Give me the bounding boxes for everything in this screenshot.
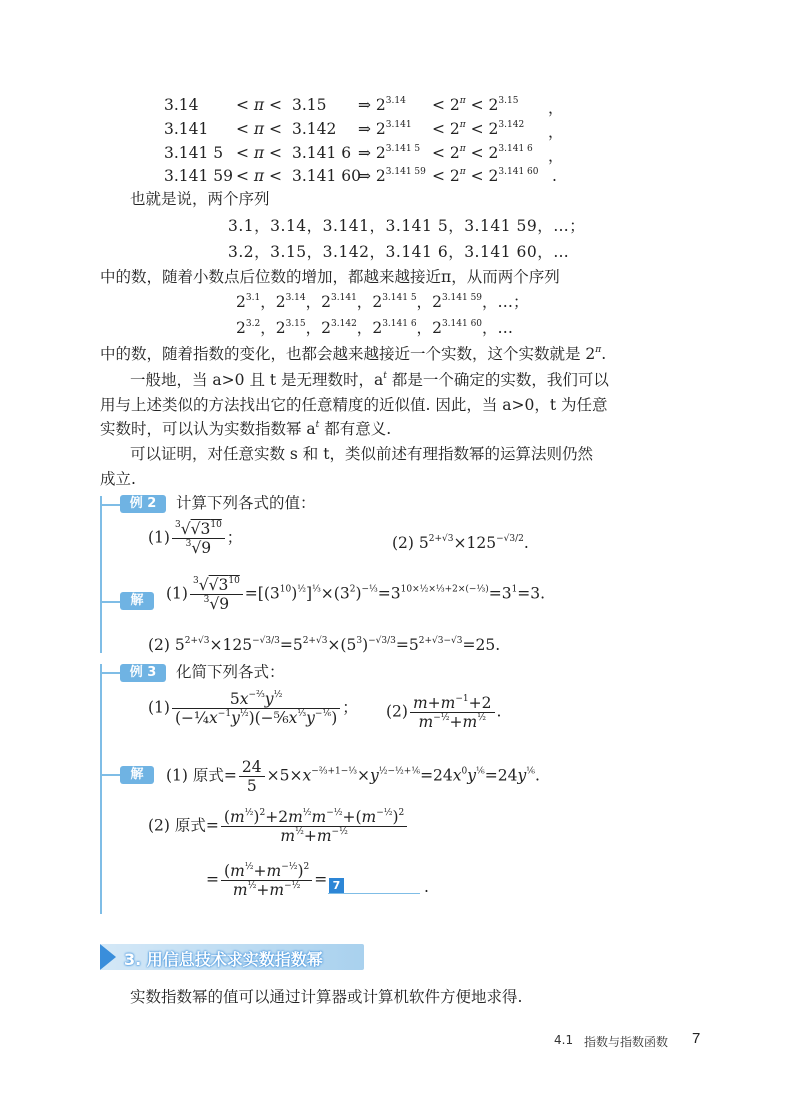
power-term: $2^{3.142}$， (321, 319, 373, 337)
example3-part1: (1) $\frac{5x^{-\frac{2}{3}}y^{\frac{1}{2}}}{(-\frac{1}{4}x^{-1}y^{\frac{1}{2}})(-\frac{5}{6}x^{\frac{1}{3}}y^{-\frac{1}{6}})}$ ； (148, 690, 358, 727)
section-title: 3. 用信息技术求实数指数幂 (124, 950, 323, 969)
example2-tick (100, 504, 120, 506)
power-term: $2^{3.141 60}$， (432, 319, 498, 337)
solution3-part2: (2) 原式= $\frac{(m^{\frac{1}{2}})^2+2m^{\frac{1}{2}}m^{-\frac{1}{2}}+(m^{-\frac{1}{2}})^2}{m^{\frac{1}{2}}+m^{-\frac{1}{2}}}$ (148, 808, 409, 845)
power-term: $2^{3.15}$， (275, 319, 322, 337)
solution2-part2: (2) $5^{2+√3}\times 125^{-√3/3}=5^{2+√3}\times(5^3)^{-√3/3}=5^{2+√3-√3}=25$. (148, 636, 501, 654)
comparison-pi: < π < (236, 167, 283, 185)
comparison-exp-high: < $2^\pi < 2^{3.141 6}$ (432, 144, 533, 162)
comparison-low: 3.141 (164, 120, 209, 138)
example3-tick (100, 672, 120, 674)
example2-tag: 例 2 (120, 495, 166, 513)
sequence-lower: 3.1，3.14，3.141，3.141 5，3.141 59，…； (228, 217, 586, 235)
power-term: $2^{3.141 6}$， (372, 319, 433, 337)
comparison-low: 3.141 59 (164, 167, 234, 185)
comparison-exp-low: ⇒ $2^{3.14}$ (358, 96, 406, 114)
example2-part2: (2) $5^{2+√3}\times 125^{-√3/2}$. (392, 534, 529, 552)
comparison-pi: < π < (236, 144, 283, 162)
footer-section-number: 4.1 (554, 1033, 574, 1047)
approach-pi-text: 中的数，随着小数点后位数的增加，都越来越接近π，从而两个序列 (100, 268, 560, 286)
general-text-3: 实数时，可以认为实数指数幂 $a^t$ 都有意义. (100, 420, 392, 438)
comparison-exp-high: < $2^\pi < 2^{3.15}$ (432, 96, 519, 114)
blank-period: . (424, 878, 429, 896)
comparison-low: 3.14 (164, 96, 199, 114)
footer-title: 指数与指数函数 (584, 1035, 669, 1049)
comparison-high: 3.141 6 (292, 144, 352, 162)
comparison-exp-low: ⇒ $2^{3.141 59}$ (358, 167, 426, 185)
comparison-high: 3.141 60 (292, 167, 362, 185)
power-term: $2^{3.141 59}$， (432, 293, 498, 311)
comparison-end: ， (548, 99, 564, 117)
comparison-exp-high: < $2^\pi < 2^{3.141 60}$ (432, 167, 539, 185)
prove-text-1: 可以证明，对任意实数 s 和 t，类似前述有理指数幂的运算法则仍然 (130, 445, 593, 463)
comparison-end: ， (548, 147, 564, 165)
power-term: $2^{3.14}$， (275, 293, 322, 311)
sequence-upper: 3.2，3.15，3.142，3.141 6，3.141 60，… (228, 243, 570, 261)
power-term: $2^{3.141 5}$， (372, 293, 433, 311)
power-term: $2^{3.141}$， (321, 293, 373, 311)
power-term: $2^{3.2}$， (236, 319, 276, 337)
power-sequence-upper: $2^{3.2}$，$2^{3.15}$，$2^{3.142}$，$2^{3.141 6}$，$2^{3.141 60}$，… (236, 319, 514, 337)
solution2-tag: 解 (120, 592, 154, 610)
solution3-part2-cont: = $\frac{(m^{\frac{1}{2}}+m^{-\frac{1}{2}})^2}{m^{\frac{1}{2}}+m^{-\frac{1}{2}}}$ = (206, 862, 328, 899)
section-arrow-icon (100, 944, 116, 970)
comparison-high: 3.142 (292, 120, 337, 138)
solution2-tick (100, 601, 120, 603)
solution2-part1: (1) $\frac{^3√√3^{10}}{^3√9}$ $=[(3^{10})^{\frac{1}{2}}]^{\frac{1}{3}}\times(3^2)^{-\frac{1}{3}}=3^{10\times\frac{1}{2}\times\frac{1}{3}+2\times(-\frac{1}{3})}=3^1=3$. (166, 576, 546, 613)
comparison-exp-low: ⇒ $2^{3.141}$ (358, 120, 412, 138)
page-number: 7 (692, 1030, 701, 1047)
general-text-2: 用与上述类似的方法找出它的任意精度的近似值. 因此，当 a>0，t 为任意 (100, 396, 608, 414)
solution3-part1: (1) 原式= $\frac{24}{5}$ $\times 5\times x^{-\frac{2}{3}+1-\frac{1}{3}}\times y^{\frac{1}{2}-\frac{1}{2}+\frac{1}{6}}=24x^0y^{\frac{1}{6}}=24y^{\frac{1}{6}}$. (166, 758, 540, 795)
comparison-end: . (552, 167, 557, 185)
example2-title: 计算下列各式的值： (176, 494, 316, 512)
comparison-exp-high: < $2^\pi < 2^{3.142}$ (432, 120, 525, 138)
solution3-tag: 解 (120, 766, 154, 784)
example3-title: 化简下列各式： (176, 663, 285, 681)
example2-guide-line (100, 496, 102, 653)
example2-part1: (1) $\frac{^3√√3^{10}}{^3√9}$ ； (148, 520, 243, 557)
intro-sequences: 也就是说，两个序列 (130, 190, 270, 208)
power-term: $2^{3.1}$， (236, 293, 276, 311)
comparison-low: 3.141 5 (164, 144, 224, 162)
section-text: 实数指数幂的值可以通过计算器或计算机软件方便地求得. (130, 988, 523, 1006)
comparison-exp-low: ⇒ $2^{3.141 5}$ (358, 144, 421, 162)
example3-tag: 例 3 (120, 664, 166, 682)
power-sequence-lower: $2^{3.1}$，$2^{3.14}$，$2^{3.141}$，$2^{3.141 5}$，$2^{3.141 59}$，…； (236, 293, 529, 311)
solution3-tick (100, 774, 120, 776)
comparison-high: 3.15 (292, 96, 327, 114)
answer-blank[interactable] (328, 893, 420, 894)
blank-number-badge: 7 (329, 878, 344, 893)
prove-text-2: 成立. (100, 470, 136, 488)
comparison-end: ， (548, 123, 564, 141)
example3-guide-line (100, 664, 102, 914)
example3-part2: (2) $\frac{m+m^{-1}+2}{m^{-\frac{1}{2}}+m^{\frac{1}{2}}}$ . (386, 694, 502, 731)
approach-real-text: 中的数，随着指数的变化，也都会越来越接近一个实数，这个实数就是 $2^\pi$. (100, 345, 607, 363)
comparison-pi: < π < (236, 96, 283, 114)
general-text-1: 一般地，当 a>0 且 t 是无理数时，$a^t$ 都是一个确定的实数，我们可以 (130, 371, 609, 389)
comparison-pi: < π < (236, 120, 283, 138)
